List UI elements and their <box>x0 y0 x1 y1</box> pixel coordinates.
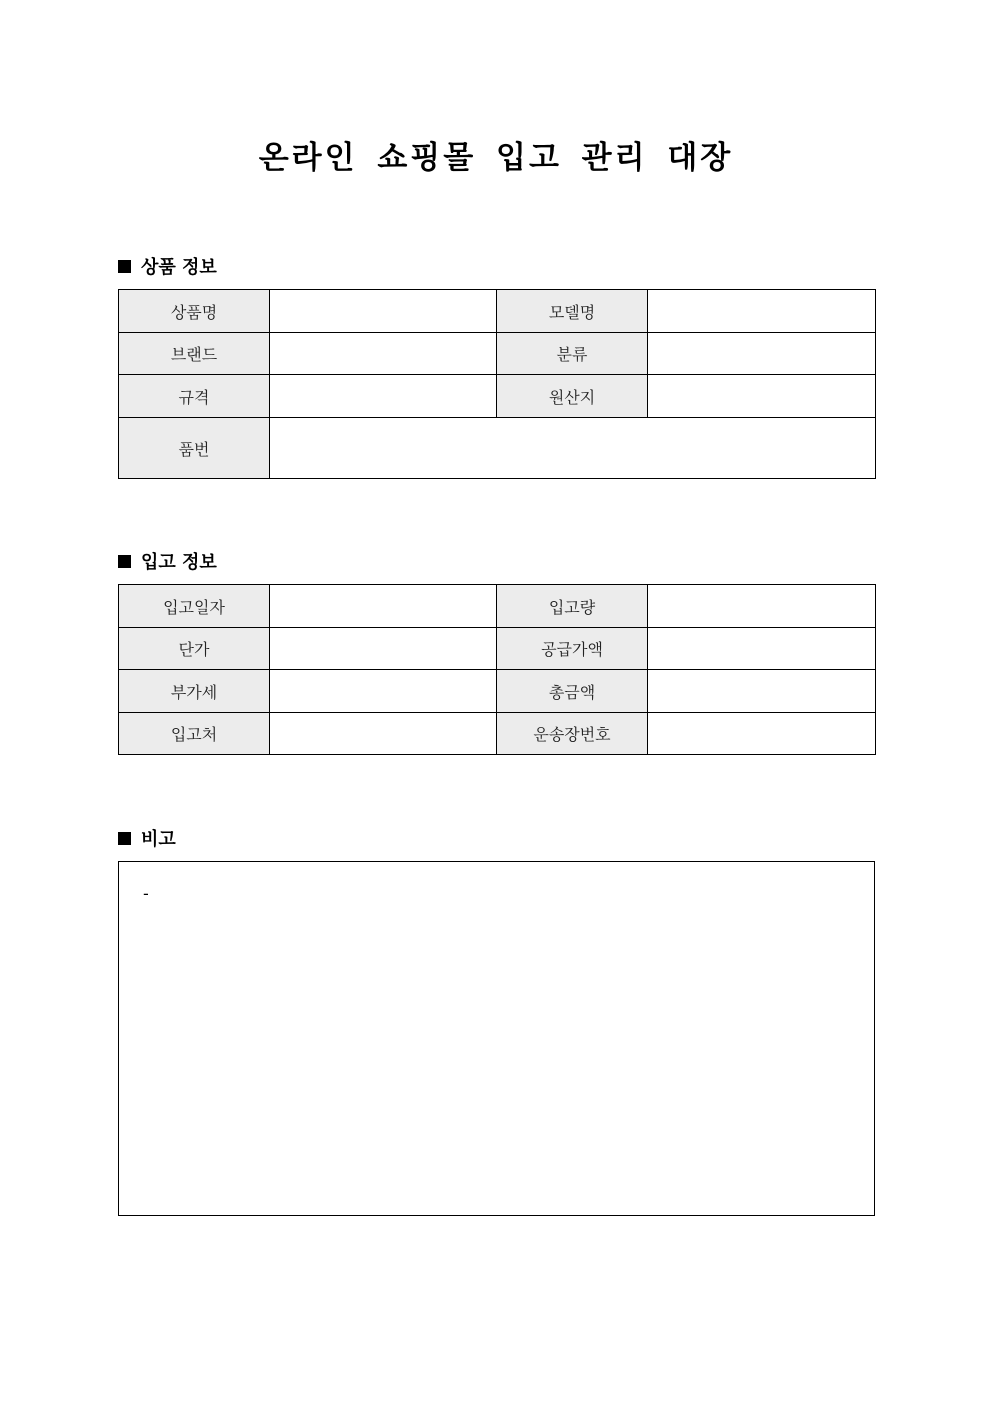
table-row <box>119 713 876 755</box>
square-bullet-icon <box>118 260 131 273</box>
receiving-section-title: 입고 정보 <box>141 552 217 573</box>
supply-amount-label: 공급가액 <box>497 628 648 670</box>
receiving-info-table <box>118 584 876 755</box>
spec-label: 규격 <box>119 375 270 418</box>
total-amount-label: 총금액 <box>497 670 648 713</box>
category-label: 분류 <box>497 333 648 375</box>
brand-field[interactable] <box>270 333 497 375</box>
tracking-number-field[interactable] <box>648 713 876 755</box>
origin-field[interactable] <box>648 375 876 418</box>
unit-price-field[interactable] <box>270 628 497 670</box>
notes-section-heading <box>118 825 176 851</box>
origin-label: 원산지 <box>497 375 648 418</box>
vat-label: 부가세 <box>119 670 270 713</box>
part-number-field[interactable] <box>270 418 876 479</box>
receiving-date-field[interactable] <box>270 585 497 628</box>
model-name-label: 모델명 <box>497 290 648 333</box>
table-row <box>119 333 876 375</box>
table-row <box>119 585 876 628</box>
table-row <box>119 628 876 670</box>
product-section-heading <box>118 253 217 279</box>
model-name-field[interactable] <box>648 290 876 333</box>
supplier-label: 입고처 <box>119 713 270 755</box>
square-bullet-icon <box>118 832 131 845</box>
supply-amount-field[interactable] <box>648 628 876 670</box>
brand-label: 브랜드 <box>119 333 270 375</box>
table-row <box>119 290 876 333</box>
table-row <box>119 418 876 479</box>
document-title: 온라인 쇼핑몰 입고 관리 대장 <box>258 140 734 176</box>
square-bullet-icon <box>118 555 131 568</box>
spec-field[interactable] <box>270 375 497 418</box>
quantity-label: 입고량 <box>497 585 648 628</box>
total-amount-field[interactable] <box>648 670 876 713</box>
part-number-label: 품번 <box>119 418 270 479</box>
notes-field[interactable] <box>118 861 875 1216</box>
notes-text: - <box>143 884 149 903</box>
table-row <box>119 375 876 418</box>
vat-field[interactable] <box>270 670 497 713</box>
supplier-field[interactable] <box>270 713 497 755</box>
product-name-field[interactable] <box>270 290 497 333</box>
category-field[interactable] <box>648 333 876 375</box>
notes-section-title: 비고 <box>141 829 176 850</box>
product-name-label: 상품명 <box>119 290 270 333</box>
product-info-table <box>118 289 876 479</box>
receiving-section-heading <box>118 548 217 574</box>
tracking-number-label: 운송장번호 <box>497 713 648 755</box>
product-section-title: 상품 정보 <box>141 257 217 278</box>
table-row <box>119 670 876 713</box>
receiving-date-label: 입고일자 <box>119 585 270 628</box>
quantity-field[interactable] <box>648 585 876 628</box>
unit-price-label: 단가 <box>119 628 270 670</box>
